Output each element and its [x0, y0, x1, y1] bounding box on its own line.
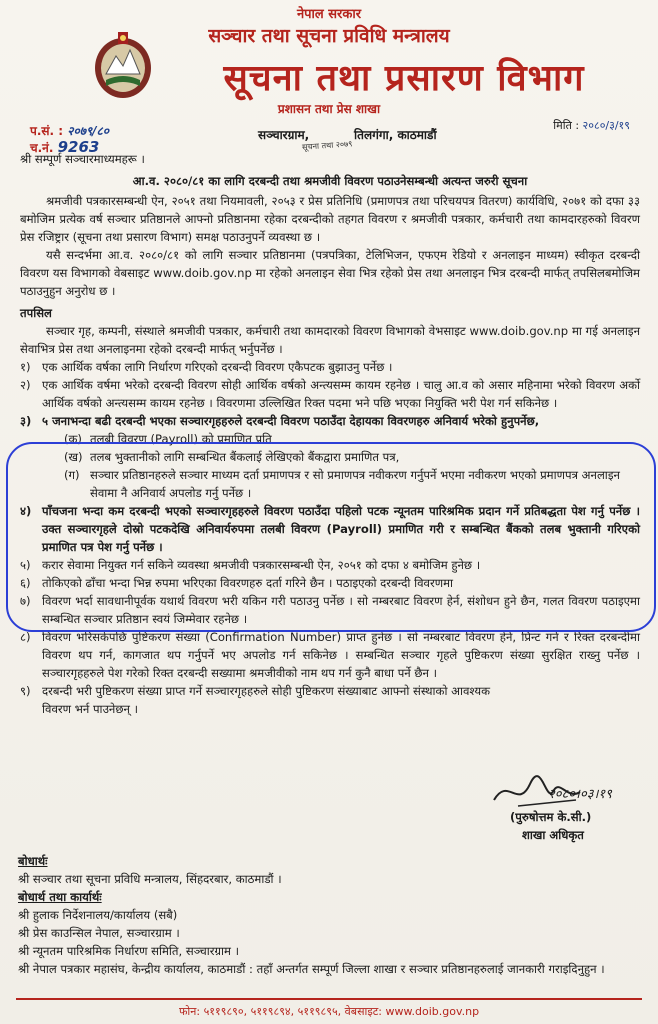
item-text: पाँचजना भन्दा कम दरबन्दी भएको सञ्चारगृहहरुले विवरण पठाउँदा पहिलो पटक न्यूनतम पारिश्रमिक प्रदान गर्ने प्रतिबद्धता पेश गर्नु पर्नेछ । उक्त सञ्चारगृहले दोस्रो पटकदेखि अनिवार्यरुपमा तलबी विवरण (Payroll) प्रमाणित गरी र सम्बन्धित बैंकको तलब भुक्तानी गरिएको प्रमाणित पत्र पेश गर्नु पर्नेछ । [42, 504, 640, 554]
letter-subject: आ.व. २०८०/८१ का लागि दरबन्दी तथा श्रमजीवी विवरण पठाउनेसम्बन्धी अत्यन्त जरुरी सूचना [132, 174, 528, 188]
item-number: ८) [20, 630, 31, 644]
item-number: ३) [20, 414, 32, 428]
sub-item [20, 466, 640, 502]
ministry-name: सञ्चार तथा सूचना प्रविधि मन्त्रालय [208, 25, 450, 47]
sub-item-text: तलबी विवरण (Payroll) को प्रमाणित प्रति [90, 432, 272, 446]
list-item [20, 574, 640, 592]
list-item [20, 592, 640, 628]
date-label: मिति : [553, 119, 580, 132]
item-text: दरबन्दी भरी पुष्टिकरण संख्या प्राप्त गर्ने सञ्चारगृहहरुले सोही पुष्टिकरण संख्याबाट आफ्नो संस्थाको आवश्यक विवरण भर्न पाउनेछन् । [42, 684, 490, 716]
date-value: २०८०/३/१९ [582, 119, 630, 132]
seal-stamp: सूचना तथा २०७९ [301, 139, 353, 152]
department-name: सूचना तथा प्रसारण विभाग [223, 58, 585, 99]
footer-divider [16, 998, 642, 1000]
item-text: विवरण भरिसकेपछि पुष्टिकरण संख्या (Confirmation Number) प्राप्त हुनेछ । सो नम्बरबाट विवरण हेर्न, प्रिन्ट गर्न र रिक्त दरबन्दीमा विवरण थप गर्न, कागजात थप गर्नुपर्ने भए अपलोड गर्न सकिनेछ । सम्बन्धित सञ्चार गृहले पुष्टिकरण संख्या सुरक्षित राख्नु पर्नेछ । सञ्चारगृहहरुले पेश गरेको रिक्त दरबन्दी सख्यामा श्रमजीवीको नाम थप गर्न कुनै बाधा पर्ने छैन । [42, 630, 640, 680]
list-item [20, 358, 640, 376]
item-text: विवरण भर्दा सावधानीपूर्वक यथार्थ विवरण भरी यकिन गरी पठाउनु पर्नेछ । सो नम्बरबाट विवरण हेर्न, संशोधन हुने छैन, गलत विवरण पठाइएमा सम्बन्धित सञ्चार प्रतिष्ठान स्वयं जिम्मेवार रहनेछ । [42, 594, 640, 626]
letter-date [553, 118, 630, 133]
item-text: एक आर्थिक वर्षमा भरेको दरबन्दी विवरण सोही आर्थिक वर्षको अन्त्यसम्म कायम रहनेछ । चालु आ.व को असार महिनामा भरेको विवरण अर्को आर्थिक वर्षको अन्त्यसम्म कायम रहनेछ । विवरणमा उल्लिखित रिक्त पदमा भने पछि भएका नियुक्ति भरी पेश गर्न सकिनेछ । [42, 378, 640, 410]
paragraph-2: यसै सन्दर्भमा आ.व. २०८०/८१ को लागि सञ्चार प्रतिष्ठानमा (पत्रपत्रिका, टेलिभिजन, एफएम रेडियो र अनलाइन माध्यम) स्वीकृत दरबन्दी विवरण यस विभागको वेबसाइट www.doib.gov.np मा रहेको अनलाइन सेवा भित्र रहेको प्रेस तथा अनलाइन भित्र दरबन्दी मार्फत् तपसिलबमोजिम पठाउनुहुन अनुरोध छ । [20, 248, 640, 298]
paragraph-1: श्रमजीवी पत्रकारसम्बन्धी ऐन, २०५१ तथा नियमावली, २०५३ र प्रेस प्रतिनिधि (प्रमाणपत्र तथा परिचयपत्र वितरण) कार्यविधि, २०७१ को दफा ३३ बमोजिम प्रत्येक वर्ष सञ्चार प्रतिष्ठानले आफ्नो प्रतिष्ठानमा रहेका दरबन्दीको तहगत विवरण र श्रमजीवी पत्रकार, कर्मचारी तथा कामदारहरुको विवरण प्रेस रजिष्ट्रार (सूचना तथा प्रसारण विभाग) समक्ष पठाउनुपर्ने व्यवस्था छ । [20, 194, 640, 244]
list-item [20, 502, 640, 556]
dispatch-label: च.नं. [30, 141, 54, 155]
item-number: ५) [20, 558, 31, 572]
karyarth-heading: बोधार्थ तथा कार्यार्थः [18, 890, 102, 904]
item-number: १) [20, 360, 31, 374]
item-number: ४) [20, 504, 32, 518]
sub-item-number: (क) [64, 432, 82, 446]
item-number: ९) [20, 684, 31, 698]
section-intro: सञ्चार गृह, कम्पनी, संस्थाले श्रमजीवी पत्रकार, कर्मचारी तथा कामदारको विवरण विभागको वेभसाइट www.doib.gov.np मा गई अनलाइन सेवाभित्र प्रेस तथा अनलाइनमा रहेको दरबन्दी मार्फत् भर्नुपर्नेछ । [20, 324, 640, 356]
address-value: तिलगंगा, काठमाडौं [354, 128, 437, 142]
list-item [20, 412, 640, 430]
sub-item-text: सञ्चार प्रतिष्ठानहरुले सञ्चार माध्यम दर्ता प्रमाणपत्र र सो प्रमाणपत्र नवीकरण गर्नुपर्ने भएमा नवीकरण भएको प्रमाणपत्र अनलाइन सेवामा नै अनिवार्य अपलोड गर्नु पर्नेछ । [90, 468, 620, 500]
bodharth-heading: बोधार्थः [18, 854, 48, 868]
sub-item-number: (ख) [64, 450, 83, 464]
bodharth-item: श्री सञ्चार तथा सूचना प्रविधि मन्त्रालय, सिंहदरबार, काठमाडौं । [18, 872, 282, 886]
item-text: ५ जनाभन्दा बढी दरबन्दी भएका सञ्चारगृहहरुले दरबन्दी विवरण पठाउँदा देहायका विवरणहरु अनिवार्य भरेको हुनुपर्नेछ, [42, 414, 540, 428]
signatory-name: (पुरुषोत्तम के.सी.) [510, 810, 592, 824]
item-number: ६) [20, 576, 31, 590]
recipient: श्री सम्पूर्ण सञ्चारमाध्यमहरू । [20, 152, 145, 166]
ref-value: २०७९/८० [67, 124, 110, 138]
letter-body [20, 150, 640, 718]
karyarth-item: श्री हुलाक निर्देशनालय/कार्यालय (सबै) [18, 908, 178, 922]
karyarth-item: श्री नेपाल पत्रकार महासंघ, केन्द्रीय कार्यालय, काठमाडौं : तहाँ अन्तर्गत सम्पूर्ण जिल्ला शाखा र सञ्चार प्रतिष्ठानहरुलाई जानकारी गराइदिनुहुन । [18, 962, 605, 976]
branch-name: प्रशासन तथा प्रेस शाखा [277, 102, 381, 116]
address-label: सञ्चारग्राम, [258, 128, 310, 142]
government-label: नेपाल सरकार [296, 7, 362, 22]
sub-item-number: (ग) [64, 468, 80, 482]
list-item [20, 682, 490, 718]
list-item [20, 376, 640, 412]
karyarth-item: श्री न्यूनतम पारिश्रमिक निर्धारण समिति, सञ्चारग्राम । [18, 944, 240, 958]
sub-item [20, 448, 640, 466]
item-number: ७) [20, 594, 31, 608]
signature-block [488, 770, 638, 846]
distribution-list [18, 852, 638, 978]
item-number: २) [20, 378, 31, 392]
dispatch-value: 9263 [57, 138, 100, 156]
item-text: तोकिएको ढाँचा भन्दा भिन्न रुपमा भरिएका विवरणहरु दर्ता गरिने छैन । पठाइएको दरबन्दी विवरणमा [42, 576, 454, 590]
item-text: एक आर्थिक वर्षका लागि निर्धारण गरिएको दरबन्दी विवरण एकैपटक बुझाउनु पर्नेछ । [42, 360, 393, 374]
list-item [20, 628, 640, 682]
footer-contact: फोन: ५११९८९०, ५११९८९४, ५११९८९५, वेबसाइट: www.doib.gov.np [178, 1005, 480, 1018]
item-text: करार सेवामा नियुक्त गर्न सकिने व्यवस्था श्रमजीवी पत्रकारसम्बन्धी ऐन, २०५१ को दफा ४ बमोजिम हुनेछ । [42, 558, 481, 572]
list-item [20, 556, 640, 574]
section-heading: तपसिल [20, 306, 52, 320]
ref-label: प.सं. : [30, 124, 64, 138]
karyarth-item: श्री प्रेस काउन्सिल नेपाल, सञ्चारग्राम । [18, 926, 180, 940]
sub-item-text: तलब भुक्तानीको लागि सम्बन्धित बैंकलाई लेखिएको बैंकद्वारा प्रमाणित पत्र, [90, 450, 400, 464]
signatory-title: शाखा अधिकृत [522, 828, 584, 842]
signature-date: २०८०।०३।१९ [548, 787, 612, 802]
reference-number [30, 122, 109, 139]
sub-item [20, 430, 640, 448]
